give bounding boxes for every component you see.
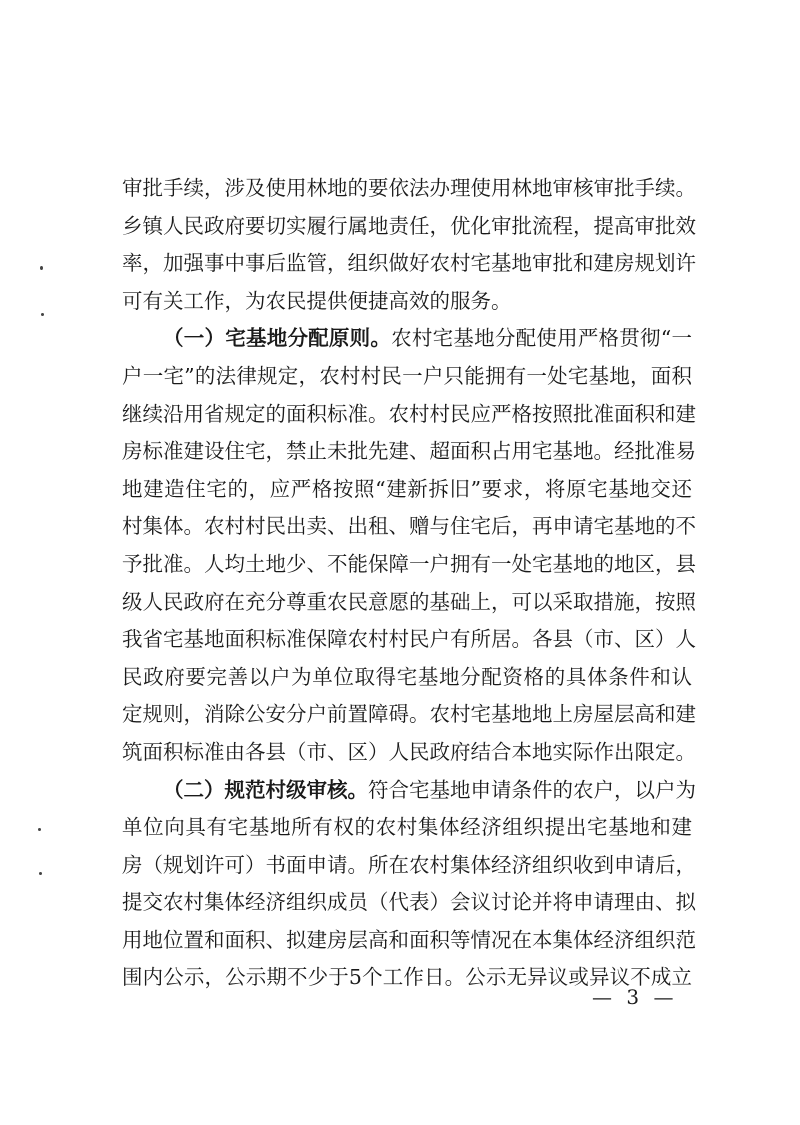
text-line: 审批手续，涉及使用林地的要依法办理使用林地审核审批手续。 [122,176,696,200]
section-heading: （二）规范村级审核。 [163,777,368,802]
text-line: 级人民政府在充分尊重农民意愿的基础上，可以采取措施，按照 [122,589,696,614]
text-line: 率，加强事中事后监管，组织做好农村宅基地审批和建房规划许 [122,251,696,276]
text-line: 单位向具有宅基地所有权的农村集体经济组织提出宅基地和建 [122,815,692,840]
text-line: 筑面积标准由各县（市、区）人民政府结合本地实际作出限定。 [122,739,696,764]
scan-speck [41,313,44,316]
paragraph-first-line [122,320,692,358]
text-line: 户一宅”的法律规定，农村村民一户只能拥有一处宅基地，面积 [122,363,692,388]
paragraph-first-line [122,772,696,810]
text-line: 继续沿用省规定的面积标准。农村村民应严格按照批准面积和建 [122,401,696,426]
text-run: 符合宅基地申请条件的农户，以户为 [368,777,696,802]
text-line: 民政府要完善以户为单位取得宅基地分配资格的具体条件和认 [122,664,692,689]
text-line: 房标准建设住宅，禁止未批先建、超面积占用宅基地。经批准易 [122,439,696,464]
body-text [122,170,696,997]
text-run: 农村宅基地分配使用严格贯彻“一 [391,326,693,351]
scan-speck [39,872,42,875]
text-line: 房（规划许可）书面申请。所在农村集体经济组织收到申请后， [122,852,696,877]
text-line: 用地位置和面积、拟建房层高和面积等情况在本集体经济组织范 [122,927,696,952]
text-line: 村集体。农村村民出卖、出租、赠与住宅后，再申请宅基地的不 [122,514,696,539]
text-line: 提交农村集体经济组织成员（代表）会议讨论并将申请理由、拟 [122,890,696,915]
scan-speck [38,828,41,831]
page-number: — 3 — [592,985,678,1009]
section-heading: （一）宅基地分配原则。 [163,326,392,351]
text-line: 地建造住宅的，应严格按照“建新拆旧”要求，将原宅基地交还 [122,476,692,501]
text-line: 可有关工作，为农民提供便捷高效的服务。 [122,288,512,313]
scan-speck [40,266,43,270]
text-line: 我省宅基地面积标准保障农村村民户有所居。各县（市、区）人 [122,627,696,652]
text-line: 予批准。人均土地少、不能保障一户拥有一处宅基地的地区，县 [122,551,696,576]
text-line: 乡镇人民政府要切实履行属地责任，优化审批流程，提高审批效 [122,213,696,238]
text-line: 围内公示，公示期不少于5个工作日。公示无异议或异议不成立 [122,965,692,990]
text-line: 定规则，消除公安分户前置障碍。农村宅基地地上房屋层高和建 [122,702,696,727]
